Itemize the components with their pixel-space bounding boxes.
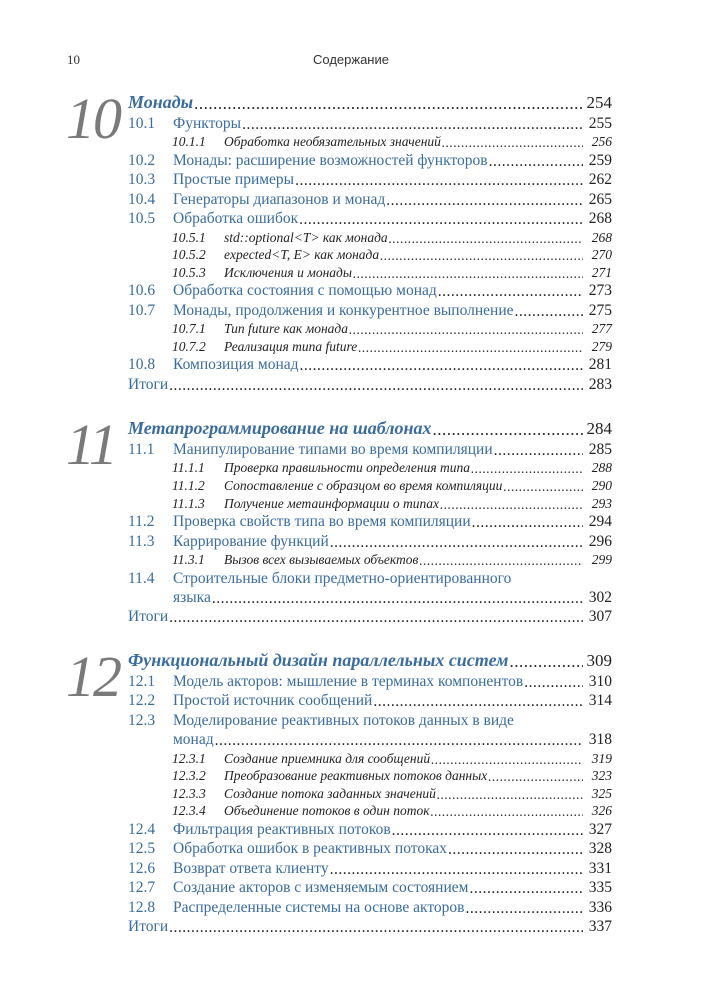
entry-number: 11.1.2 [172, 478, 205, 493]
dot-leader [353, 266, 583, 280]
entry-page: 314 [588, 692, 612, 710]
entry-title: Вызов всех вызываемых объектов [224, 552, 419, 567]
toc-subsection[interactable] [128, 478, 612, 494]
entry-title: Обработка ошибок [173, 210, 299, 228]
entry-page: 327 [588, 821, 612, 838]
entry-title: Модель акторов: мышление в терминах компонентов [173, 673, 524, 690]
dot-leader [349, 322, 583, 336]
entry-number: 10.2 [128, 152, 156, 169]
entry-number: 12.3.3 [172, 785, 206, 801]
dot-leader [431, 752, 583, 766]
toc-section[interactable] [128, 879, 612, 897]
entry-page: 325 [591, 785, 612, 801]
chapter-number-10: 10 [66, 86, 120, 151]
entry-number: 10.5.2 [172, 247, 206, 263]
dot-leader [380, 248, 583, 262]
entry-page: 296 [588, 532, 612, 550]
toc-subsection[interactable] [128, 321, 612, 337]
entry-number: 10.5.1 [172, 229, 206, 245]
entry-title: языка [173, 589, 211, 606]
entry-title: Монады: расширение возможностей функторов [173, 152, 488, 169]
entry-page: 270 [591, 247, 612, 263]
dot-leader [389, 231, 583, 245]
dot-leader [503, 479, 583, 493]
toc-section[interactable] [128, 115, 612, 133]
dot-leader [212, 590, 583, 606]
entry-number: 10.1 [128, 115, 156, 132]
dot-leader [300, 357, 583, 373]
entry-title: expected<T, E> как монада [224, 247, 380, 263]
entry-title: Итоги [128, 608, 169, 626]
entry-title: Моделирование реактивных потоков данных в виде [173, 711, 514, 729]
dot-leader [437, 787, 583, 801]
dot-leader [299, 211, 583, 227]
dot-leader [433, 420, 584, 437]
toc-subsection[interactable] [128, 134, 612, 150]
entry-title: Обработка необязательных значений [224, 134, 441, 150]
toc-section[interactable] [128, 860, 612, 878]
toc-subsection[interactable] [128, 803, 612, 819]
entry-page: 273 [588, 282, 612, 300]
entry-page: 281 [588, 356, 612, 374]
entry-number: 11.1.3 [172, 495, 205, 511]
entry-number: 12.3.4 [172, 803, 206, 819]
entry-number: 11.3.1 [172, 552, 205, 567]
entry-title: Реализация типа future [224, 338, 358, 354]
entry-number: 10.7.1 [172, 321, 206, 337]
entry-page: 262 [588, 171, 612, 189]
entry-page: 309 [586, 651, 612, 670]
entry-number: 10.5 [128, 210, 156, 228]
entry-page: 328 [588, 840, 612, 858]
dot-leader [386, 192, 583, 208]
dot-leader [448, 841, 583, 857]
dot-leader [442, 135, 583, 149]
entry-title: Метапрограммирование на шаблонах [128, 418, 432, 438]
chapter-number-11: 11 [66, 412, 116, 477]
entry-number: 10.6 [128, 282, 156, 300]
entry-title: Возврат ответа клиенту [173, 859, 329, 877]
dot-leader [438, 283, 583, 299]
entry-page: 259 [588, 152, 612, 169]
toc-section[interactable] [128, 533, 612, 551]
entry-page: 283 [588, 375, 612, 393]
entry-number: 11.4 [128, 569, 155, 587]
entry-title: Сопоставление с образцом во время компиляции [224, 478, 503, 493]
entry-number: 12.8 [128, 898, 156, 916]
toc-subsection[interactable] [128, 751, 612, 767]
dot-leader [295, 172, 583, 188]
entry-page: 310 [588, 673, 612, 690]
entry-title: Монады, продолжения и конкурентное выполнение [173, 301, 514, 319]
dot-leader [471, 461, 583, 475]
entry-number: 10.8 [128, 356, 156, 374]
dot-leader [242, 116, 583, 132]
dot-leader [489, 153, 583, 169]
toc-section[interactable] [128, 570, 612, 588]
toc-section[interactable] [128, 302, 612, 320]
entry-number: 10.1.1 [172, 134, 206, 150]
dot-leader [392, 822, 583, 838]
entry-title: Функциональный дизайн параллельных систем [128, 650, 509, 670]
toc-section[interactable] [128, 513, 612, 531]
chapter-number-12: 12 [66, 644, 120, 709]
entry-page: 271 [591, 264, 612, 280]
entry-number: 10.3 [128, 171, 156, 189]
entry-number: 12.3.1 [172, 750, 206, 766]
entry-title: std::optional<T> как монада [224, 229, 388, 245]
dot-leader [524, 674, 583, 690]
dot-leader [169, 377, 583, 393]
entry-page: 336 [588, 898, 612, 916]
entry-page: 326 [591, 803, 612, 819]
entry-page: 294 [588, 513, 612, 531]
dot-leader [440, 497, 583, 511]
entry-page: 293 [591, 495, 612, 511]
entry-page: 337 [588, 918, 612, 935]
dot-leader [509, 652, 583, 669]
entry-title: Обработка ошибок в реактивных потоках [173, 840, 448, 858]
toc-section[interactable] [128, 191, 612, 209]
entry-page: 285 [588, 441, 612, 458]
entry-page: 335 [588, 879, 612, 897]
dot-leader [373, 693, 583, 709]
dot-leader [465, 900, 583, 916]
entry-page: 288 [591, 460, 612, 476]
entry-page: 299 [591, 552, 612, 567]
toc-section[interactable] [128, 441, 612, 459]
entry-title: Манипулирование типами во время компиляции [173, 441, 493, 458]
dot-leader [515, 303, 583, 319]
entry-number: 12.1 [128, 673, 156, 690]
dot-leader [330, 534, 583, 550]
entry-page: 302 [588, 589, 612, 606]
toc-subsection[interactable] [128, 265, 612, 281]
entry-page: 290 [591, 478, 612, 493]
entry-title: Обработка состояния с помощью монад [173, 282, 437, 300]
entry-title: Композиция монад [173, 356, 299, 374]
entry-number: 10.5.3 [172, 264, 206, 280]
toc-section[interactable] [128, 210, 612, 228]
toc-section[interactable] [128, 821, 612, 839]
entry-page: 255 [588, 115, 612, 132]
toc-section[interactable] [128, 673, 612, 691]
toc-section[interactable] [128, 356, 612, 374]
entry-title: Тип future как монада [224, 321, 348, 337]
entry-title: Каррирование функций [173, 532, 329, 550]
entry-title: Итоги [128, 918, 169, 935]
entry-title: Распределенные системы на основе акторов [173, 898, 465, 916]
dot-leader [169, 609, 583, 625]
entry-title: Функторы [173, 115, 242, 132]
entry-title: Исключения и монады [224, 264, 352, 280]
entry-title: Создание приемника для сообщений [224, 750, 431, 766]
dot-leader [494, 442, 583, 458]
entry-number: 12.6 [128, 859, 156, 877]
toc-subsection[interactable] [128, 339, 612, 355]
entry-page: 265 [588, 190, 612, 208]
toc-summary[interactable] [128, 608, 612, 626]
dot-leader [472, 514, 583, 530]
toc-subsection[interactable] [128, 786, 612, 802]
entry-number: 11.3 [128, 532, 155, 550]
dot-leader [488, 769, 583, 783]
entry-title: Создание потока заданных значений [224, 785, 436, 801]
toc-section[interactable] [128, 692, 612, 710]
entry-title: Строительные блоки предметно-ориентированного [173, 569, 512, 587]
entry-title: Итоги [128, 375, 169, 393]
entry-title: Фильтрация реактивных потоков [173, 821, 391, 838]
entry-title: Преобразование реактивных потоков данных [224, 768, 488, 784]
dot-leader [194, 94, 583, 111]
entry-number: 12.4 [128, 821, 156, 838]
running-header: Содержание [313, 52, 389, 67]
toc-summary[interactable] [128, 376, 612, 394]
entry-page: 256 [591, 134, 612, 150]
entry-page: 254 [586, 93, 612, 112]
entry-title: Простые примеры [173, 171, 295, 189]
entry-page: 331 [588, 859, 612, 877]
entry-title: Объединение потоков в один поток [224, 803, 430, 819]
dot-leader [431, 804, 583, 818]
toc-section[interactable] [128, 899, 612, 917]
entry-page: 279 [591, 338, 612, 354]
dot-leader [215, 732, 583, 748]
dot-leader [469, 880, 583, 896]
toc-subsection[interactable] [128, 230, 612, 246]
toc-section[interactable] [128, 171, 612, 189]
toc-section-continued[interactable] [173, 589, 612, 607]
chapter-title-10[interactable] [128, 92, 612, 113]
entry-page: 284 [586, 419, 612, 438]
toc-summary[interactable] [128, 918, 612, 936]
entry-title: Получение метаинформации о типах [224, 495, 439, 511]
entry-page: 277 [591, 321, 612, 337]
dot-leader [358, 340, 583, 354]
entry-title: Проверка правильности определения типа [224, 460, 471, 476]
entry-page: 307 [588, 608, 612, 626]
toc-section-continued[interactable] [173, 731, 612, 749]
entry-page: 318 [588, 731, 612, 749]
toc-section[interactable] [128, 840, 612, 858]
entry-title: Генераторы диапазонов и монад [173, 190, 386, 208]
entry-number: 12.5 [128, 840, 156, 858]
dot-leader [169, 919, 583, 935]
entry-title: Проверка свойств типа во время компиляции [173, 513, 471, 531]
toc-subsection[interactable] [128, 247, 612, 263]
entry-title: монад [173, 731, 214, 749]
entry-page: 319 [591, 750, 612, 766]
entry-title: Создание акторов с изменяемым состоянием [173, 879, 469, 897]
entry-page: 323 [591, 768, 612, 784]
entry-number: 12.7 [128, 879, 156, 897]
toc-subsection[interactable] [128, 552, 612, 568]
entry-number: 12.3.2 [172, 768, 206, 784]
entry-page: 268 [588, 210, 612, 228]
toc-subsection[interactable] [128, 496, 612, 512]
entry-page: 275 [588, 301, 612, 319]
chapter-title-11[interactable] [128, 418, 612, 439]
toc-subsection[interactable] [128, 768, 612, 784]
dot-leader [419, 553, 583, 567]
entry-number: 10.7 [128, 301, 156, 319]
entry-page: 268 [591, 229, 612, 245]
toc-section[interactable] [128, 282, 612, 300]
entry-number: 11.1 [128, 441, 155, 458]
chapter-title-12[interactable] [128, 650, 612, 671]
entry-number: 10.4 [128, 190, 156, 208]
entry-number: 10.7.2 [172, 338, 206, 354]
toc-section[interactable] [128, 712, 612, 730]
dot-leader [330, 861, 583, 877]
toc-section[interactable] [128, 152, 612, 170]
entry-title: Простой источник сообщений [173, 692, 373, 710]
entry-title: Монады [128, 92, 194, 112]
page-number: 10 [67, 52, 80, 67]
toc-subsection[interactable] [128, 460, 612, 476]
entry-number: 11.2 [128, 513, 155, 531]
entry-number: 12.2 [128, 692, 156, 710]
entry-number: 12.3 [128, 711, 156, 729]
entry-number: 11.1.1 [172, 460, 205, 476]
